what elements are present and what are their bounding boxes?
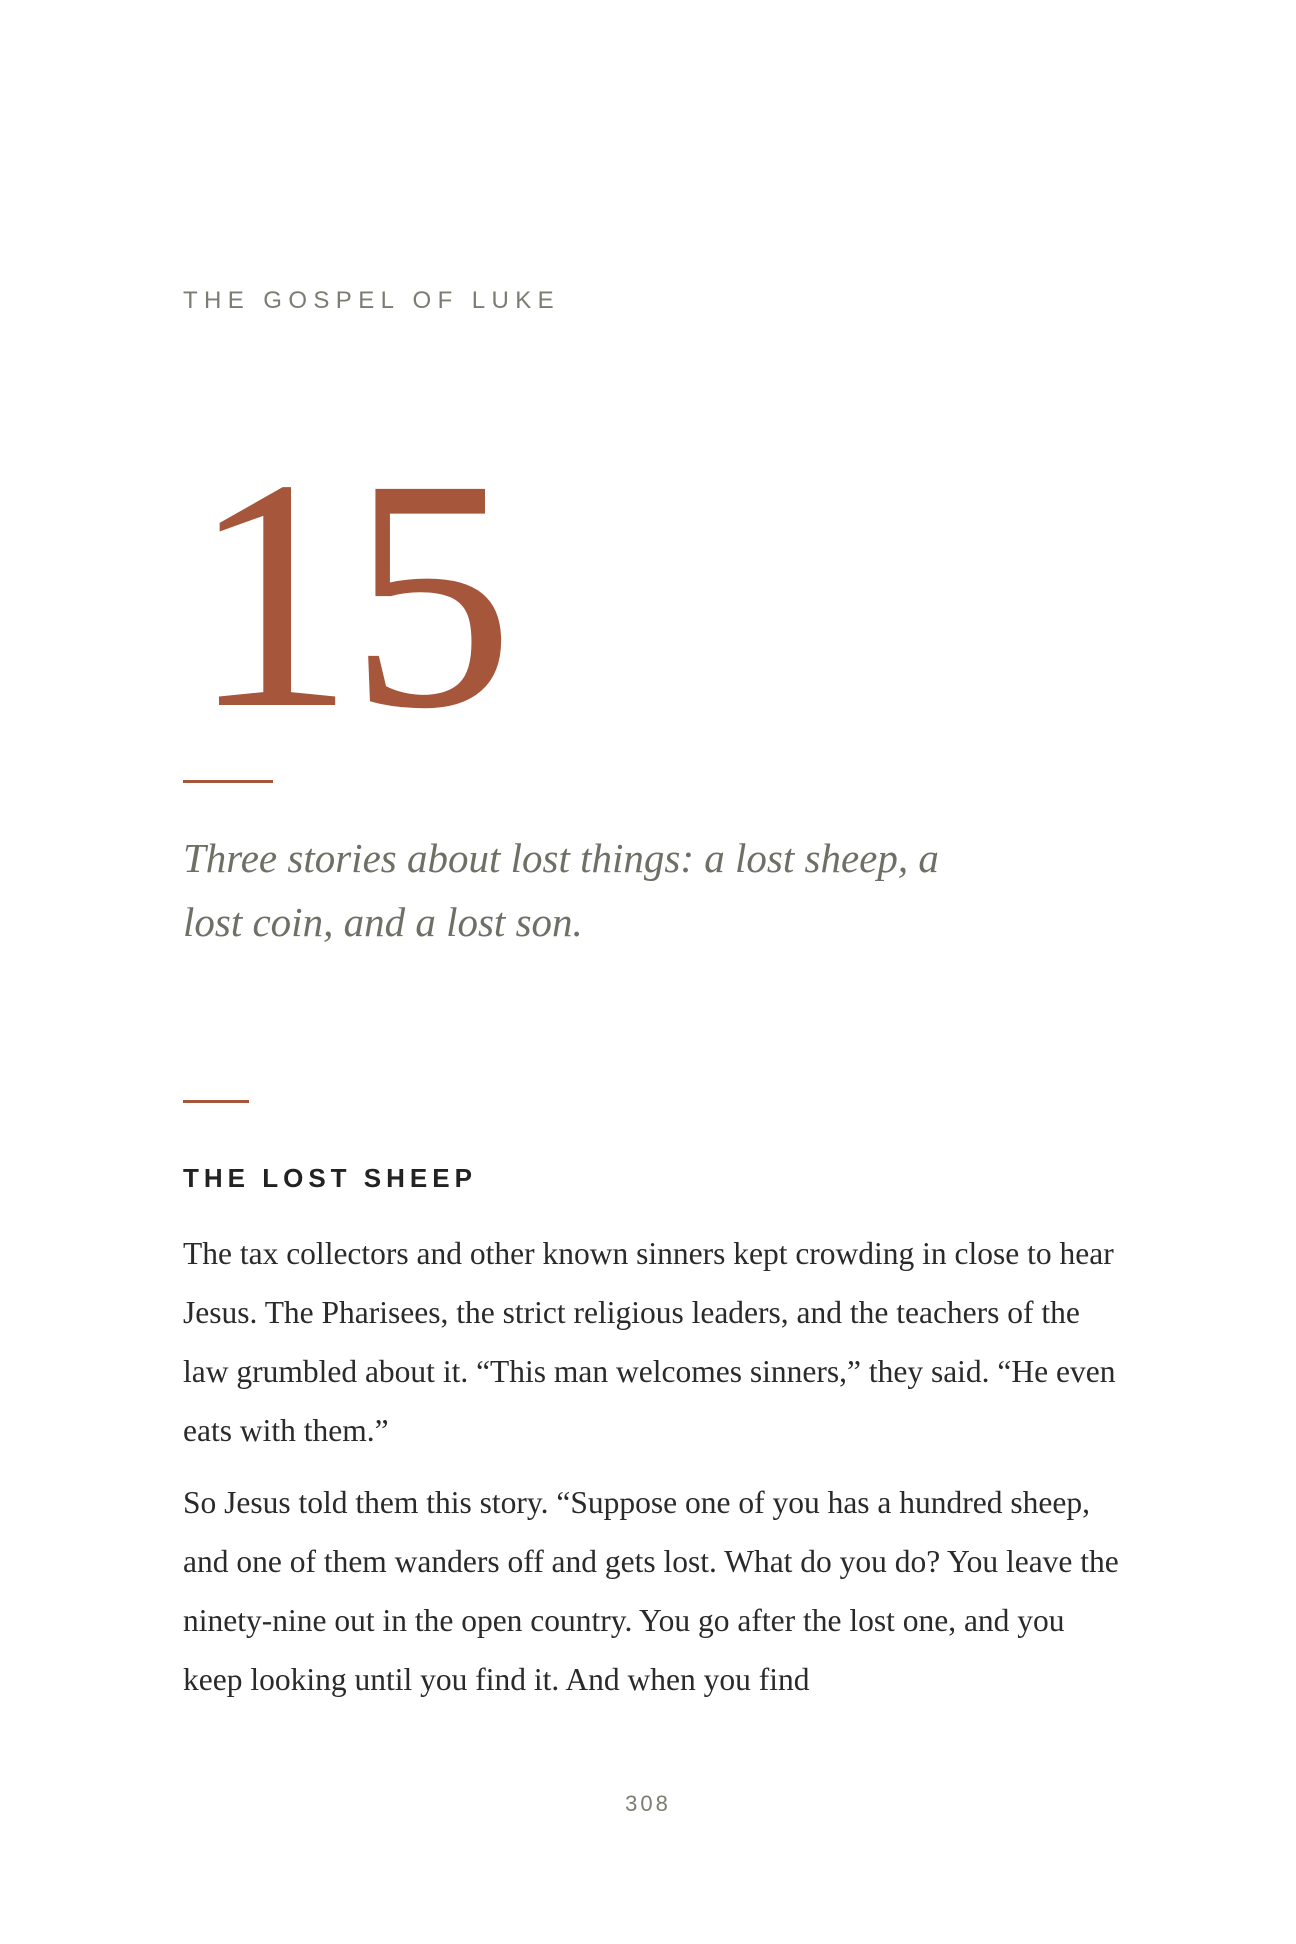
section-rule: [183, 1100, 249, 1103]
section-heading: THE LOST SHEEP: [183, 1163, 477, 1193]
page-number: 308: [625, 1791, 671, 1816]
body-text: [183, 1224, 1123, 1722]
chapter-rule: [183, 780, 273, 783]
paragraph: So Jesus told them this story. “Suppose one of you has a hundred sheep, and one of them wanders off and gets lost. What do you do? You leave the ninety-nine out in the open country. You go after the lost one, and you keep looking until you find it. And when you find: [183, 1485, 1119, 1697]
paragraph: The tax collectors and other known sinners kept crowding in close to hear Jesus. The Pharisees, the strict religious leaders, and the teachers of the law grumbled about it. “This man welcomes sinners,” they said. “He even eats with them.”: [183, 1236, 1116, 1448]
chapter-summary: Three stories about lost things: a lost sheep, a lost coin, and a lost son.: [183, 835, 939, 945]
chapter-number: 15: [190, 412, 508, 777]
running-head: THE GOSPEL OF LUKE: [183, 287, 561, 314]
